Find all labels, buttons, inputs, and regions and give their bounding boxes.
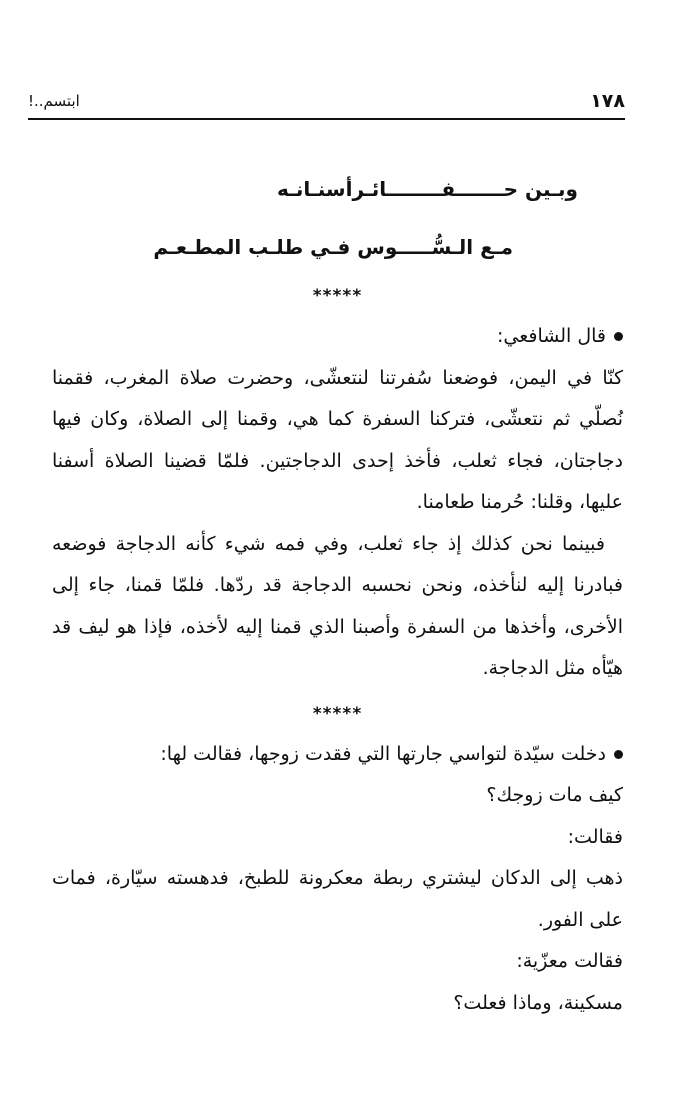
anecdote-shafii <box>52 316 623 690</box>
dialogue-line: ذهب إلى الدكان ليشتري ربطة معكرونة للطبخ، فدهسته سيّارة، فمات على الفور. <box>52 867 623 931</box>
anecdote-intro-text: قال الشافعي: <box>496 325 606 347</box>
dialogue-line: فقالت: <box>567 825 623 848</box>
page-header <box>28 90 625 116</box>
anecdote-intro <box>52 734 623 776</box>
section-separator: ***** <box>312 703 363 724</box>
page-content <box>52 160 623 1024</box>
dialogue-line: كيف مات زوجك؟ <box>486 784 623 806</box>
verse-line-1: وبـين حـــــــفــــــــائـرأسنـانـه <box>276 177 578 201</box>
header-rule <box>28 118 625 120</box>
paragraph: كنّا في اليمن، فوضعنا سُفرتنا لنتعشّى، وحضرت صلاة المغرب، فقمنا نُصلّي ثم نتعشّى، فتركنا السفرة كما هي، وقمنا إلى الصلاة، وكان فيها دجاجتان، فجاء ثعلب، فأخذ إحدى الدجاجتين. فلمّا قضينا الصلاة أسفنا عليها، وقلنا: حُرمنا طعامنا. <box>52 366 623 513</box>
bullet-icon <box>614 750 623 759</box>
section-separator: ***** <box>312 286 363 306</box>
anecdote-intro-text: دخلت سيّدة لتواسي جارتها التي فقدت زوجها، فقالت لها: <box>160 742 606 765</box>
verse-line-2: مـع الـسُّـــــوس فـي طلـب المطـعـم <box>153 235 513 259</box>
anecdote-intro <box>52 316 623 358</box>
dialogue-line: فقالت معزّية: <box>516 950 623 972</box>
anecdote-condolence <box>52 734 623 1025</box>
paragraph: فبينما نحن كذلك إذ جاء ثعلب، وفي فمه شيء كأنه الدجاجة فوضعه فبادرنا إليه لنأخذه، ونحن نحسبه الدجاجة قد ردّها. فلمّا قمنا، جاء إلى الأخرى، وأخذها من السفرة وأصبنا الذي قمنا إليه لأخذه، فإذا هو ليف قد هيّأه مثل الدجاجة. <box>52 532 623 679</box>
dialogue-line: مسكينة، وماذا فعلت؟ <box>453 991 623 1014</box>
bullet-icon <box>614 332 623 341</box>
running-title: ابتسم..! <box>28 92 80 110</box>
page-number: ١٧٨ <box>590 90 625 112</box>
